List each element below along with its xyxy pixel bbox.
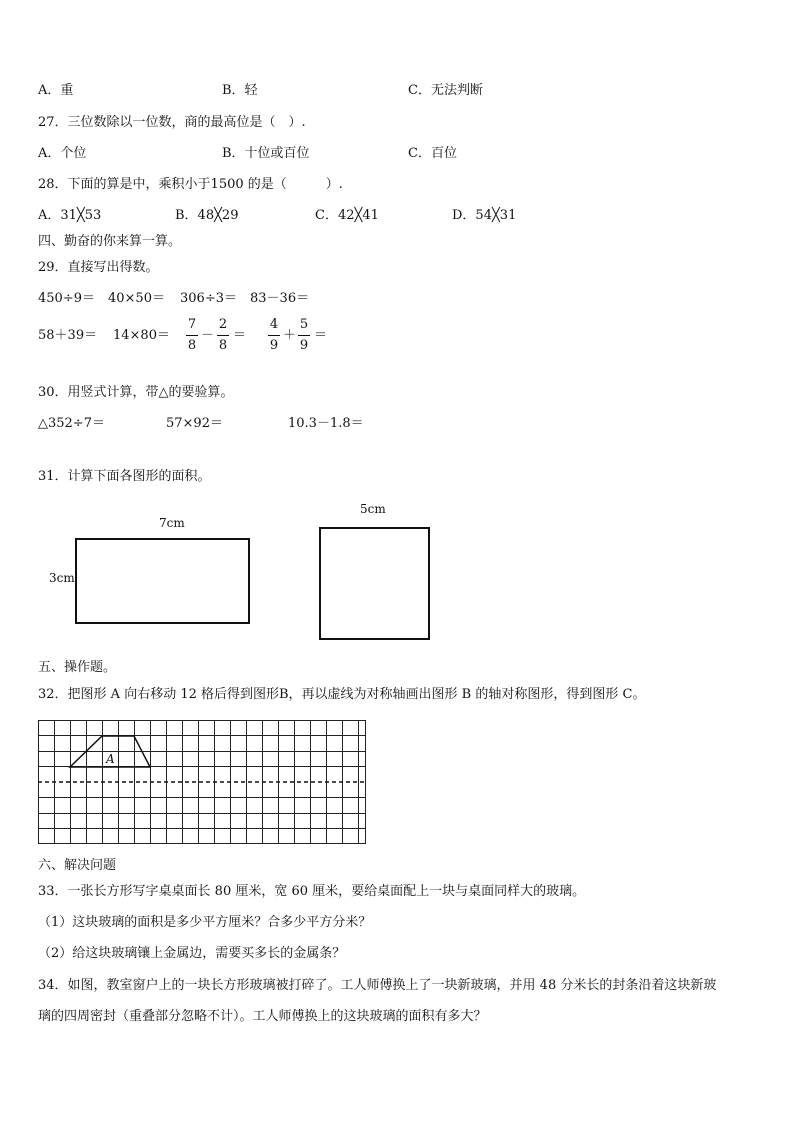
square-figure xyxy=(319,527,430,640)
q28-option-b: B．48╳29 xyxy=(175,208,239,223)
q29-item: 450÷9＝ xyxy=(38,291,95,306)
q29-item: 58＋39＝ xyxy=(38,328,98,343)
q27-question: 27．三位数除以一位数，商的最高位是（ ）. xyxy=(38,115,306,130)
q29-question: 29．直接写出得数。 xyxy=(38,260,159,275)
rect-width-label: 7cm xyxy=(159,516,185,530)
q34-question-line-1: 34．如图，教室窗户上的一块长方形玻璃被打碎了。工人师傅换上了一块新玻璃，并用 48 分米长的封条沿着这块新玻 xyxy=(38,978,717,993)
q29-item: 40×50＝ xyxy=(108,291,165,306)
shape-a-label: A xyxy=(106,752,115,766)
equals-sign: ＝ xyxy=(314,328,328,343)
q26-option-c: C．无法判断 xyxy=(408,83,483,98)
q29-item: 14×80＝ xyxy=(113,328,170,343)
q33-question: 33．一张长方形写字桌桌面长 80 厘米，宽 60 厘米，要给桌面配上一块与桌面同样大的玻璃。 xyxy=(38,884,586,899)
fraction-2-8 xyxy=(217,316,229,355)
denominator: 8 xyxy=(218,338,228,353)
fraction-5-9 xyxy=(298,316,310,355)
minus-sign: － xyxy=(201,328,215,343)
section-6-title: 六、解决问题 xyxy=(38,858,117,873)
denominator: 8 xyxy=(187,338,197,353)
q29-item: 306÷3＝ xyxy=(180,291,237,306)
fraction-7-8 xyxy=(186,316,198,355)
q33-subquestion-2: （2）给这块玻璃镶上金属边，需要买多长的金属条？ xyxy=(38,946,346,961)
grid-figure xyxy=(38,720,366,844)
q28-option-d: D．54╳31 xyxy=(452,208,517,223)
q28-question: 28．下面的算是中，乘积小于1500 的是（ ）. xyxy=(38,177,343,192)
q27-option-b: B．十位或百位 xyxy=(222,146,310,161)
q30-item: 10.3－1.8＝ xyxy=(288,416,364,431)
q28-option-a: A．31╳53 xyxy=(38,208,102,223)
denominator: 9 xyxy=(299,338,309,353)
q33-subquestion-1: （1）这块玻璃的面积是多少平方厘米？合多少平方分米？ xyxy=(38,915,372,930)
numerator: 7 xyxy=(187,317,197,332)
q32-question: 32．把图形 A 向右移动 12 格后得到图形B，再以虚线为对称轴画出图形 B 的轴对称图形，得到图形 C。 xyxy=(38,687,646,702)
q28-option-c: C．42╳41 xyxy=(315,208,379,223)
square-side-label: 5cm xyxy=(360,502,386,516)
q26-option-b: B．轻 xyxy=(222,83,258,98)
q27-option-a: A．个位 xyxy=(38,146,87,161)
section-4-title: 四、勤奋的你来算一算。 xyxy=(38,234,182,249)
plus-sign: ＋ xyxy=(283,328,297,343)
q29-item: 83－36＝ xyxy=(250,291,310,306)
fraction-4-9 xyxy=(268,316,280,355)
equals-sign: ＝ xyxy=(233,328,247,343)
rectangle-figure xyxy=(75,538,250,624)
q30-question: 30．用竖式计算，带△的要验算。 xyxy=(38,385,234,400)
numerator: 4 xyxy=(269,317,279,332)
rect-height-label: 3cm xyxy=(49,571,75,585)
numerator: 2 xyxy=(218,317,228,332)
q30-item: △352÷7＝ xyxy=(38,416,105,431)
numerator: 5 xyxy=(299,317,309,332)
q27-option-c: C．百位 xyxy=(408,146,457,161)
denominator: 9 xyxy=(269,338,279,353)
section-5-title: 五、操作题。 xyxy=(38,660,117,675)
q30-item: 57×92＝ xyxy=(166,416,223,431)
q31-question: 31．计算下面各图形的面积。 xyxy=(38,469,211,484)
q34-question-line-2: 璃的四周密封（重叠部分忽略不计）。工人师傅换上的这块玻璃的面积有多大？ xyxy=(38,1009,487,1024)
q26-option-a: A．重 xyxy=(38,83,74,98)
